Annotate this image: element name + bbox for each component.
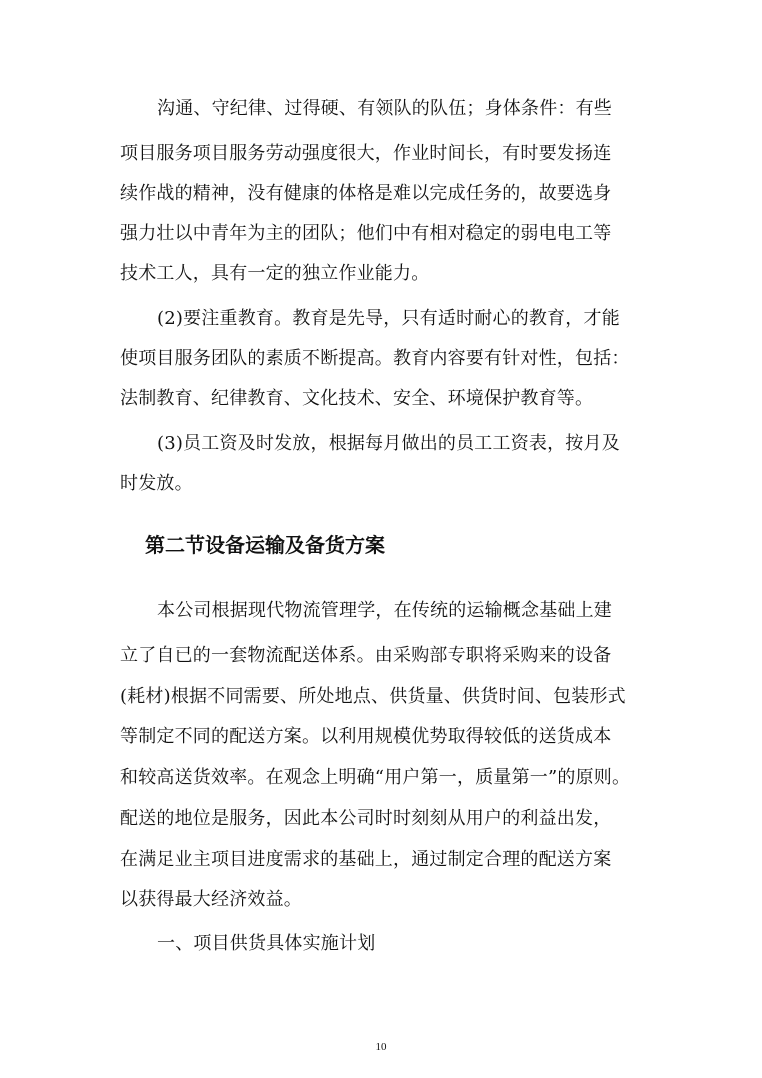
p2-line-1: (2)要注重教育。教育是先导，只有适时耐心的教育，才能	[157, 308, 620, 329]
p4-line-4: 等制定不同的配送方案。以利用规模优势取得较低的送货成本	[120, 726, 612, 747]
p1-line-5: 技术工人，具有一定的独立作业能力。	[120, 263, 430, 284]
page-number: 10	[375, 1041, 387, 1053]
p4-line-2: 立了自已的一套物流配送体系。由采购部专职将采购来的设备	[120, 645, 612, 666]
subheading: 一、项目供货具体实施计划	[157, 933, 376, 954]
section-heading: 第二节设备运输及备货方案	[145, 533, 385, 557]
p1-line-2: 项目服务项目服务劳动强度很大，作业时间长，有时要发扬连	[120, 143, 612, 164]
p1-line-4: 强力壮以中青年为主的团队；他们中有相对稳定的弱电电工等	[120, 223, 612, 244]
p4-line-8: 以获得最大经济效益。	[120, 889, 302, 910]
p2-line-3: 法制教育、纪律教育、文化技术、安全、环境保护教育等。	[120, 388, 594, 409]
p3-line-1: (3)员工资及时发放，根据每月做出的员工工资表，按月及	[157, 433, 620, 454]
p1-line-3: 续作战的精神，没有健康的体格是难以完成任务的，故要选身	[120, 183, 612, 204]
p4-line-1: 本公司根据现代物流管理学，在传统的运输概念基础上建	[157, 600, 612, 621]
p4-line-5: 和较高送货效率。在观念上明确“用户第一，质量第一”的原则。	[120, 767, 631, 788]
p4-line-6: 配送的地位是服务，因此本公司时时刻刻从用户的利益出发，	[120, 808, 612, 829]
p2-line-2: 使项目服务团队的素质不断提高。教育内容要有针对性，包括：	[120, 348, 630, 369]
p3-line-2: 时发放。	[120, 473, 193, 494]
p4-line-7: 在满足业主项目进度需求的基础上，通过制定合理的配送方案	[120, 849, 612, 870]
p1-line-1: 沟通、守纪律、过得硬、有领队的队伍；身体条件：有些	[157, 98, 612, 119]
p4-line-3: (耗材)根据不同需要、所处地点、供货量、供货时间、包装形式	[120, 686, 626, 707]
